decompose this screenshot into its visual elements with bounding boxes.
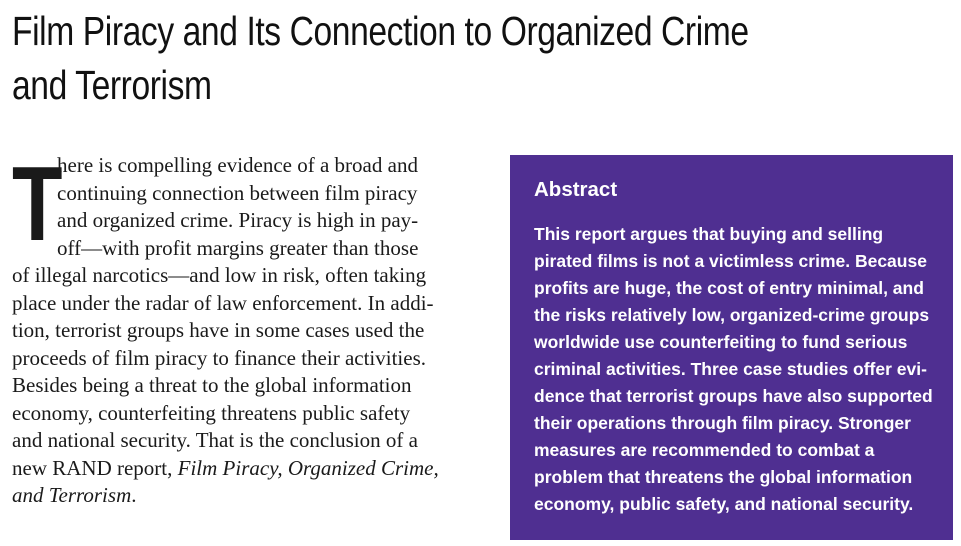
abstract-line: profits are huge, the cost of entry minimal, and	[534, 278, 924, 298]
body-line: of illegal narcotics—and low in risk, often taking	[12, 263, 427, 287]
body-line: here is compelling evidence of a broad and	[57, 153, 418, 177]
body-line-citation-end	[12, 482, 457, 510]
abstract-line: problem that threatens the global information	[534, 467, 913, 487]
abstract-line: pirated films is not a victimless crime. Because	[534, 251, 927, 271]
title-line-1: Film Piracy and Its Connection to Organized Crime	[12, 8, 749, 54]
abstract-line: economy, public safety, and national security.	[534, 494, 914, 514]
abstract-line: their operations through film piracy. Stronger	[534, 413, 911, 433]
abstract-line: measures are recommended to combat a	[534, 440, 875, 460]
body-line: Besides being a threat to the global information	[12, 373, 412, 397]
body-line: off—with profit margins greater than those	[57, 235, 419, 260]
abstract-box	[510, 155, 953, 540]
abstract-heading: Abstract	[534, 178, 618, 201]
body-line: and national security. That is the conclusion of a	[12, 428, 418, 452]
report-title-part-2: and Terrorism	[12, 483, 132, 507]
page-title	[12, 4, 952, 112]
body-line: economy, counterfeiting threatens public safety	[12, 400, 411, 425]
citation-prefix: new RAND report,	[12, 455, 178, 480]
title-line-2: and Terrorism	[12, 62, 212, 108]
drop-cap-letter: T	[12, 145, 63, 263]
citation-suffix: .	[131, 483, 137, 507]
body-line: proceeds of film piracy to finance their activities.	[12, 345, 427, 370]
body-line: place under the radar of law enforcement. In addi-	[12, 290, 434, 315]
abstract-line: dence that terrorist groups have also supported	[534, 386, 933, 406]
body-line-citation	[12, 455, 457, 483]
body-line: tion, terrorist groups have in some cases used the	[12, 318, 425, 342]
abstract-line: This report argues that buying and selling	[534, 224, 884, 244]
abstract-line: the risks relatively low, organized-crime groups	[534, 305, 930, 325]
abstract-line: worldwide use counterfeiting to fund serious	[534, 332, 908, 352]
body-paragraph	[12, 145, 457, 510]
body-line: and organized crime. Piracy is high in pay-	[57, 208, 419, 232]
body-line: continuing connection between film piracy	[57, 180, 418, 205]
report-title-part-1: Film Piracy, Organized Crime,	[177, 455, 439, 480]
abstract-text	[534, 221, 933, 518]
abstract-line: criminal activities. Three case studies offer evi-	[534, 359, 927, 379]
